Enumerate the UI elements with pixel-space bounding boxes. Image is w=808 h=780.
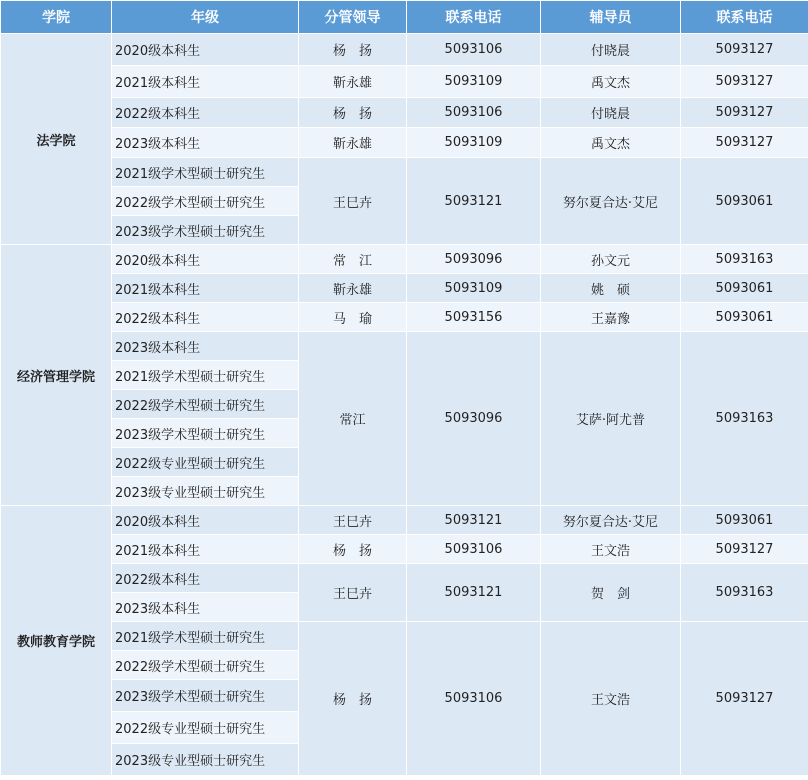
table-row [1, 564, 808, 593]
leader-phone-cell: 5093121 [407, 158, 541, 245]
leader-phone-cell: 5093106 [407, 98, 541, 128]
grade-cell: 2023级本科生 [112, 128, 299, 158]
counselor-phone-cell: 5093127 [681, 98, 808, 128]
grade-cell: 2021级学术型硕士研究生 [112, 361, 299, 390]
leader-cell: 杨 扬 [299, 34, 407, 66]
counselor-cell: 禹文杰 [541, 128, 681, 158]
table-row [1, 128, 808, 158]
grade-cell: 2021级学术型硕士研究生 [112, 158, 299, 187]
table-row [1, 66, 808, 98]
table-row [1, 332, 808, 361]
counselor-cell: 禹文杰 [541, 66, 681, 98]
grade-cell: 2022级本科生 [112, 564, 299, 593]
leader-cell: 常 江 [299, 245, 407, 274]
table-row [1, 506, 808, 535]
leader-cell: 马 瑜 [299, 303, 407, 332]
table-row [1, 158, 808, 187]
header-college: 学院 [1, 1, 112, 34]
grade-cell: 2023级专业型硕士研究生 [112, 477, 299, 506]
college-name: 教师教育学院 [1, 506, 112, 776]
grade-cell: 2022级专业型硕士研究生 [112, 712, 299, 744]
counselor-phone-cell: 5093163 [681, 564, 808, 622]
leader-cell: 王巳卉 [299, 506, 407, 535]
counselor-cell: 贺 剑 [541, 564, 681, 622]
leader-cell: 靳永雄 [299, 66, 407, 98]
counselor-phone-cell: 5093061 [681, 506, 808, 535]
leader-phone-cell: 5093109 [407, 274, 541, 303]
counselor-phone-cell: 5093163 [681, 245, 808, 274]
grade-cell: 2022级本科生 [112, 98, 299, 128]
leader-cell: 靳永雄 [299, 128, 407, 158]
leader-cell: 靳永雄 [299, 274, 407, 303]
grade-cell: 2023级学术型硕士研究生 [112, 216, 299, 245]
counselor-phone-cell: 5093127 [681, 66, 808, 98]
grade-cell: 2022级学术型硕士研究生 [112, 187, 299, 216]
counselor-phone-cell: 5093127 [681, 535, 808, 564]
counselor-cell: 努尔夏合达·艾尼 [541, 158, 681, 245]
counselor-phone-cell: 5093127 [681, 128, 808, 158]
grade-cell: 2022级学术型硕士研究生 [112, 651, 299, 680]
counselor-cell: 付晓晨 [541, 98, 681, 128]
counselor-phone-cell: 5093163 [681, 332, 808, 506]
leader-phone-cell: 5093096 [407, 245, 541, 274]
counselor-cell: 付晓晨 [541, 34, 681, 66]
table-row [1, 622, 808, 651]
table-row [1, 245, 808, 274]
leader-phone-cell: 5093109 [407, 66, 541, 98]
table-row [1, 34, 808, 66]
grade-cell: 2021级本科生 [112, 535, 299, 564]
grade-cell: 2020级本科生 [112, 506, 299, 535]
header-leader: 分管领导 [299, 1, 407, 34]
counselor-phone-cell: 5093127 [681, 34, 808, 66]
counselor-cell: 努尔夏合达·艾尼 [541, 506, 681, 535]
header-grade: 年级 [112, 1, 299, 34]
grade-cell: 2021级学术型硕士研究生 [112, 622, 299, 651]
grade-cell: 2021级本科生 [112, 274, 299, 303]
grade-cell: 2023级学术型硕士研究生 [112, 419, 299, 448]
counselor-phone-cell: 5093061 [681, 274, 808, 303]
leader-phone-cell: 5093096 [407, 332, 541, 506]
counselor-cell: 王文浩 [541, 622, 681, 776]
grade-cell: 2020级本科生 [112, 245, 299, 274]
table-header-row [1, 1, 808, 34]
header-leader-phone: 联系电话 [407, 1, 541, 34]
leader-phone-cell: 5093106 [407, 622, 541, 776]
leader-phone-cell: 5093109 [407, 128, 541, 158]
header-counselor: 辅导员 [541, 1, 681, 34]
counselor-phone-cell: 5093061 [681, 158, 808, 245]
grade-cell: 2021级本科生 [112, 66, 299, 98]
grade-cell: 2022级本科生 [112, 303, 299, 332]
grade-cell: 2022级学术型硕士研究生 [112, 390, 299, 419]
counselor-phone-cell: 5093127 [681, 622, 808, 776]
grade-cell: 2023级专业型硕士研究生 [112, 744, 299, 776]
grade-cell: 2020级本科生 [112, 34, 299, 66]
counselor-cell: 王文浩 [541, 535, 681, 564]
counselor-cell: 姚 硕 [541, 274, 681, 303]
counselor-cell: 艾萨·阿尤普 [541, 332, 681, 506]
leader-phone-cell: 5093156 [407, 303, 541, 332]
leader-cell: 王巳卉 [299, 158, 407, 245]
college-name: 法学院 [1, 34, 112, 245]
college-name: 经济管理学院 [1, 245, 112, 506]
counselor-phone-cell: 5093061 [681, 303, 808, 332]
leader-cell: 王巳卉 [299, 564, 407, 622]
leader-phone-cell: 5093106 [407, 34, 541, 66]
leader-cell: 常江 [299, 332, 407, 506]
grade-cell: 2023级本科生 [112, 332, 299, 361]
table-row [1, 274, 808, 303]
table-row [1, 98, 808, 128]
leader-phone-cell: 5093106 [407, 535, 541, 564]
leader-phone-cell: 5093121 [407, 506, 541, 535]
counselor-cell: 王嘉豫 [541, 303, 681, 332]
header-counselor-phone: 联系电话 [681, 1, 808, 34]
table-row [1, 535, 808, 564]
leader-cell: 杨 扬 [299, 535, 407, 564]
counselor-cell: 孙文元 [541, 245, 681, 274]
grade-cell: 2022级专业型硕士研究生 [112, 448, 299, 477]
grade-cell: 2023级学术型硕士研究生 [112, 680, 299, 712]
leader-cell: 杨 扬 [299, 622, 407, 776]
leader-phone-cell: 5093121 [407, 564, 541, 622]
leader-cell: 杨 扬 [299, 98, 407, 128]
grade-cell: 2023级本科生 [112, 593, 299, 622]
table-row [1, 303, 808, 332]
